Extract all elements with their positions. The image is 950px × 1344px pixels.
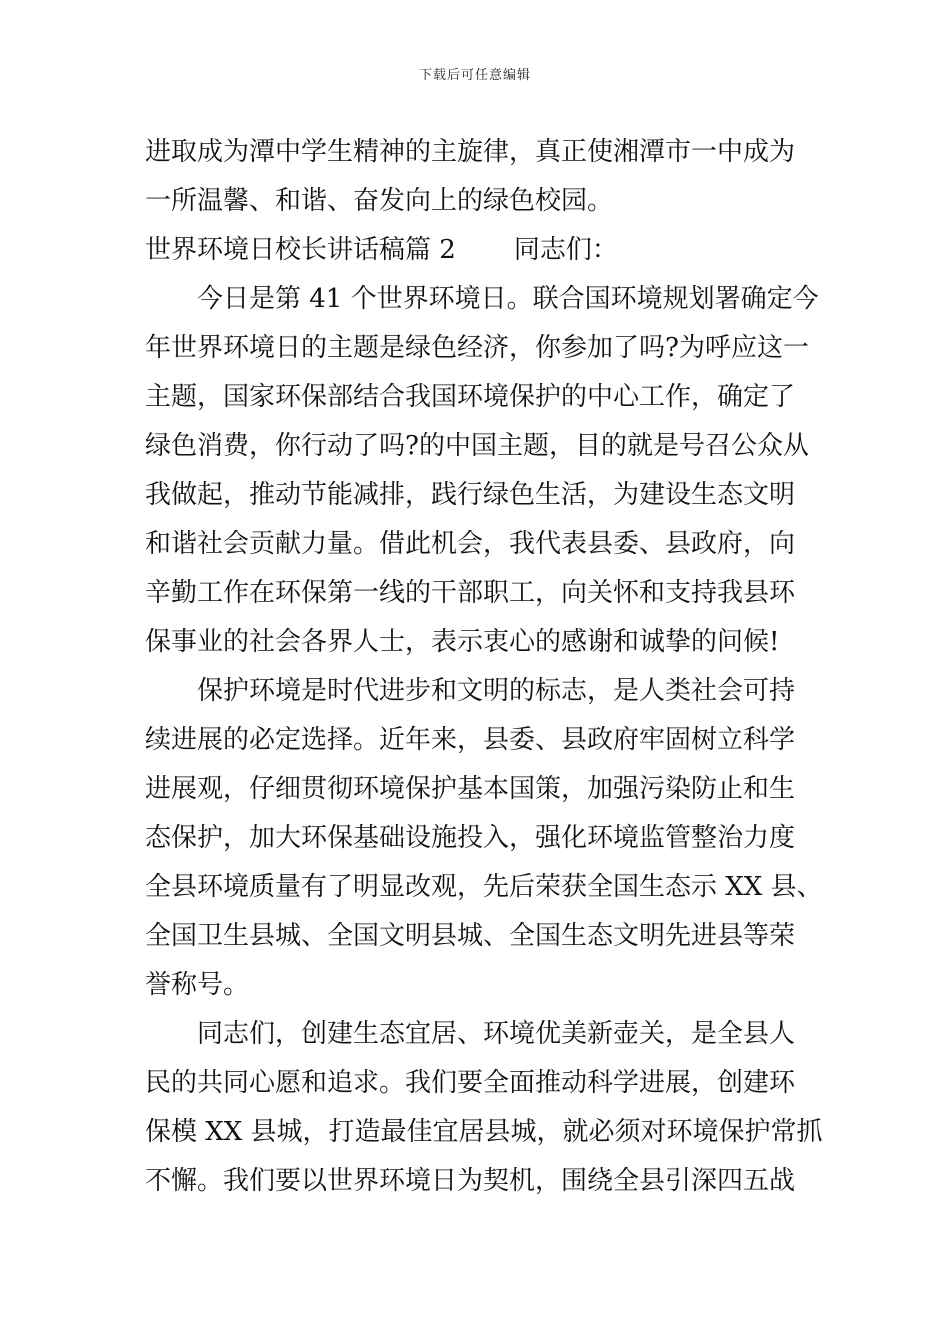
page-header: 下载后可任意编辑 xyxy=(418,68,531,83)
text-line: 进展观，仔细贯彻环境保护基本国策，加强污染防止和生 xyxy=(145,774,796,804)
text-line: 绿色消费，你行动了吗?的中国主题，目的就是号召公众从 xyxy=(145,431,809,461)
speech-title: 世界环境日校长讲话稿篇 2 xyxy=(145,235,456,265)
text-line: 保模 XX 县城，打造最佳宜居县城，就必须对环境保护常抓 xyxy=(145,1117,823,1147)
section-heading xyxy=(145,226,810,275)
text-line: 保事业的社会各界人士，表示衷心的感谢和诚挚的问候! xyxy=(145,627,780,657)
document-body xyxy=(145,128,823,1206)
greeting: 同志们： xyxy=(513,235,618,265)
paragraph-start: 今日是第 41 个世界环境日。联合国环境规划署确定今 xyxy=(197,284,819,314)
text-line: 主题，国家环保部结合我国环境保护的中心工作，确定了 xyxy=(145,382,796,412)
text-line: 全县环境质量有了明显改观，先后荣获全国生态示 XX 县、 xyxy=(145,872,823,902)
text-line: 不懈。我们要以世界环境日为契机，围绕全县引深四五战 xyxy=(145,1166,796,1196)
text-line: 续进展的必定选择。近年来，县委、县政府牢固树立科学 xyxy=(145,725,796,755)
paragraph-start: 同志们，创建生态宜居、环境优美新壶关，是全县人 xyxy=(197,1019,796,1049)
text-line: 进取成为潭中学生精神的主旋律，真正使湘潭市一中成为 xyxy=(145,137,796,167)
text-line: 誉称号。 xyxy=(145,970,250,1000)
text-line: 一所温馨、和谐、奋发向上的绿色校园。 xyxy=(145,186,614,216)
text-line: 我做起，推动节能减排，践行绿色生活，为建设生态文明 xyxy=(145,480,796,510)
paragraph-start: 保护环境是时代进步和文明的标志，是人类社会可持 xyxy=(197,676,796,706)
text-line: 辛勤工作在环保第一线的干部职工，向关怀和支持我县环 xyxy=(145,578,796,608)
text-line: 年世界环境日的主题是绿色经济，你参加了吗?为呼应这一 xyxy=(145,333,809,363)
text-line: 全国卫生县城、全国文明县城、全国生态文明先进县等荣 xyxy=(145,921,796,951)
text-line: 民的共同心愿和追求。我们要全面推动科学进展，创建环 xyxy=(145,1068,796,1098)
text-line: 和谐社会贡献力量。借此机会，我代表县委、县政府，向 xyxy=(145,529,796,559)
text-line: 态保护，加大环保基础设施投入，强化环境监管整治力度 xyxy=(145,823,796,853)
